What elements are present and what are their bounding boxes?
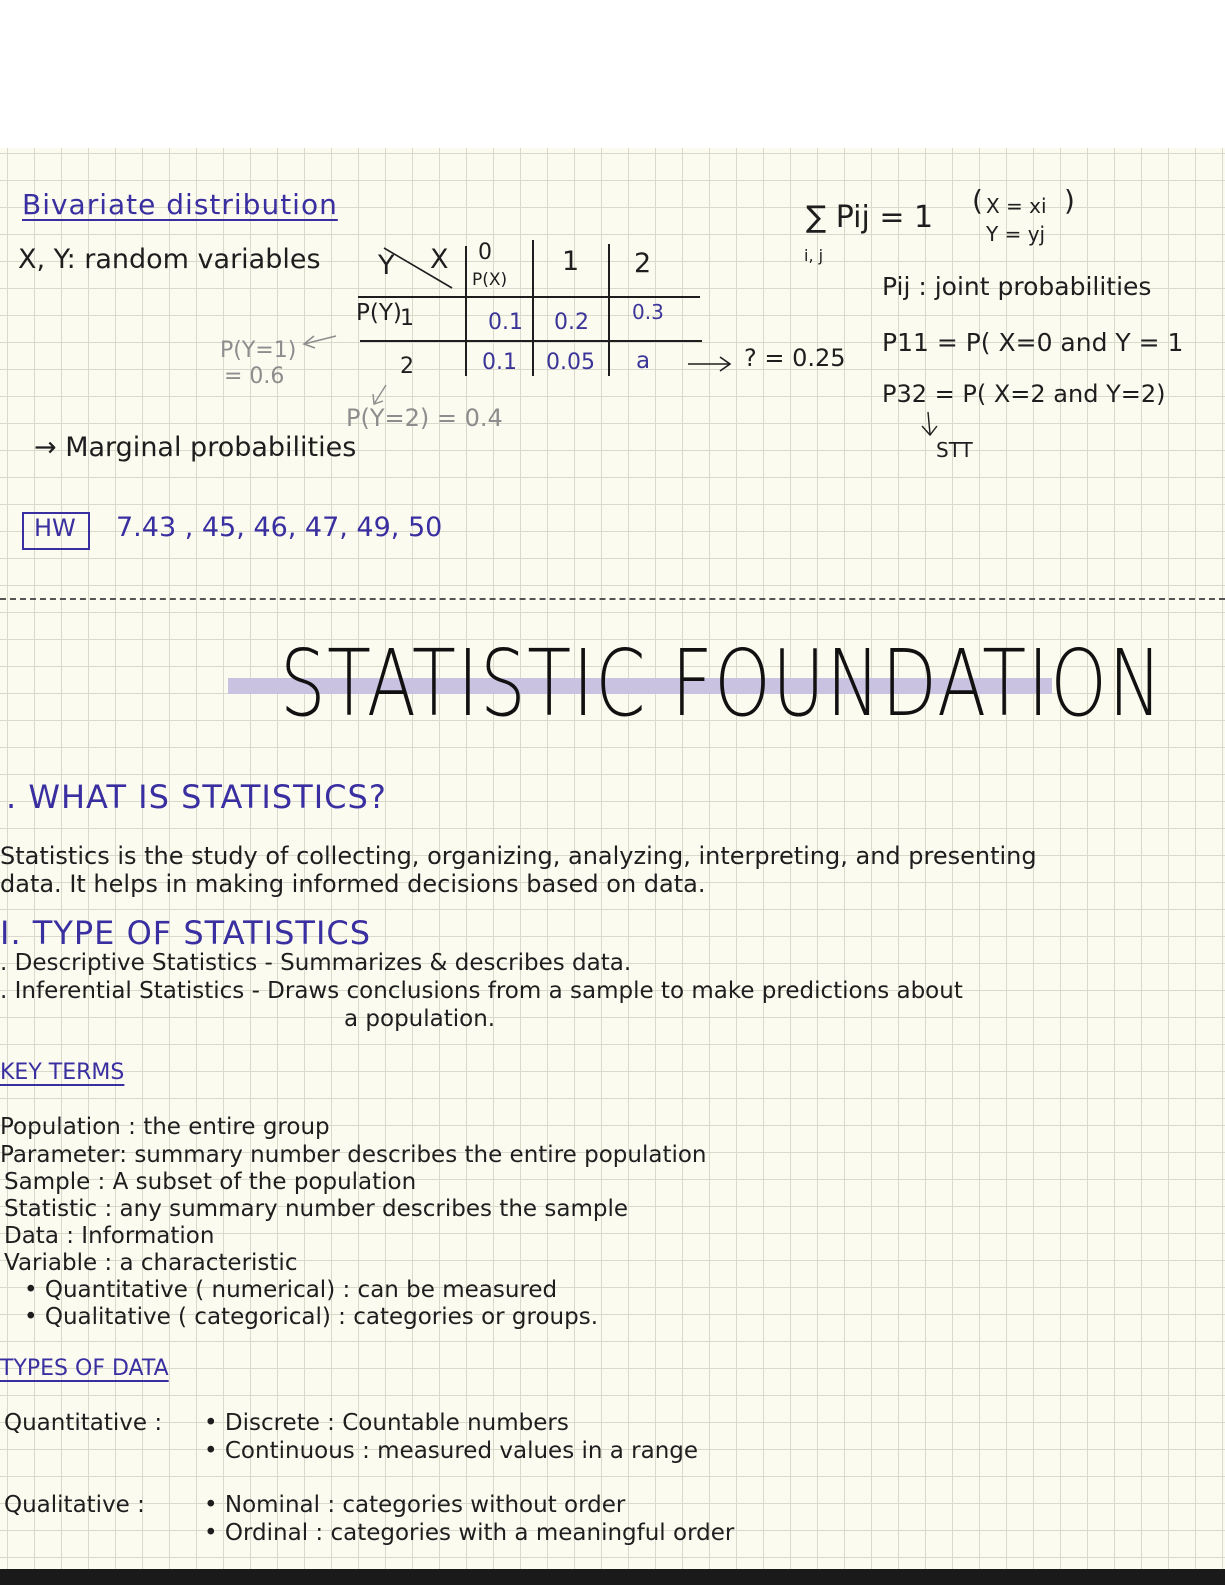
discrete-item: • Discrete : Countable numbers xyxy=(204,1410,569,1436)
row-label-1: 1 xyxy=(400,306,414,331)
section-divider xyxy=(0,598,1225,600)
brace-left-icon: ( xyxy=(972,184,983,217)
table-vline-2 xyxy=(532,240,534,376)
homework-items: 7.43 , 45, 46, 47, 49, 50 xyxy=(116,512,443,543)
p32-definition: P32 = P( X=2 and Y=2) xyxy=(882,380,1166,408)
sum-subscript: i, j xyxy=(804,246,824,265)
key-term-quantitative: • Quantitative ( numerical) : can be measured xyxy=(24,1277,558,1303)
key-term-statistic: Statistic : any summary number describes the sample xyxy=(4,1196,628,1222)
brace-right-icon: ) xyxy=(1064,184,1075,217)
table-corner-diagonal xyxy=(380,244,460,294)
cell-r1-c2: 0.3 xyxy=(632,300,664,324)
col-header-0: 0 xyxy=(478,240,492,265)
table-corner-x: X xyxy=(430,244,449,275)
key-term-population: Population : the entire group xyxy=(0,1114,330,1140)
key-term-sample: Sample : A subset of the population xyxy=(4,1169,417,1195)
col-header-2: 2 xyxy=(634,248,652,279)
table-hline-1 xyxy=(358,296,700,298)
arrow-left-icon xyxy=(300,330,344,350)
nominal-item: • Nominal : categories without order xyxy=(204,1492,626,1518)
cell-r2-c0: 0.1 xyxy=(482,350,517,375)
cell-r2-c2: a xyxy=(636,348,651,374)
page-title: STATISTIC FOUNDATION xyxy=(280,630,1164,737)
marginal-y1-value: = 0.6 xyxy=(224,364,285,389)
col-header-1: 1 xyxy=(562,246,580,277)
notebook-page xyxy=(0,148,1225,1569)
px-label: P(X) xyxy=(472,270,508,290)
types-of-data-heading: TYPES OF DATA xyxy=(0,1356,169,1381)
arrow-down-icon xyxy=(918,410,942,440)
table-vline-1 xyxy=(465,246,467,376)
a-result: ? = 0.25 xyxy=(744,344,846,372)
bivariate-heading: Bivariate distribution xyxy=(22,188,338,221)
key-term-qualitative: • Qualitative ( categorical) : categories or groups. xyxy=(24,1304,599,1330)
bottom-bar xyxy=(0,1569,1225,1585)
homework-label: HW xyxy=(34,514,76,542)
marginal-probabilities-label: → Marginal probabilities xyxy=(34,432,357,463)
inferential-statistics-continuation: a population. xyxy=(344,1006,496,1032)
table-corner-y: Y xyxy=(378,250,395,281)
joint-probabilities-label: Pij : joint probabilities xyxy=(882,272,1152,301)
key-term-data: Data : Information xyxy=(4,1223,215,1249)
random-variables-line: X, Y: random variables xyxy=(18,244,321,275)
marginal-y2-label: P(Y=2) = 0.4 xyxy=(346,404,503,432)
table-vline-3 xyxy=(608,244,610,376)
p11-definition: P11 = P( X=0 and Y = 1 xyxy=(882,328,1184,357)
section-2-heading: I. TYPE OF STATISTICS xyxy=(0,914,372,952)
descriptive-statistics-item: . Descriptive Statistics - Summarizes & describes data. xyxy=(0,950,632,976)
arrow-right-icon xyxy=(684,354,736,374)
stt-label: STT xyxy=(936,438,973,462)
ordinal-item: • Ordinal : categories with a meaningful order xyxy=(204,1520,735,1546)
key-terms-heading: KEY TERMS xyxy=(0,1060,125,1085)
cell-r1-c1: 0.2 xyxy=(554,310,589,335)
sum-condition-y: Y = yj xyxy=(986,222,1046,246)
row-label-2: 2 xyxy=(400,354,414,379)
cell-r1-c0: 0.1 xyxy=(488,310,523,335)
continuous-item: • Continuous : measured values in a range xyxy=(204,1438,699,1464)
section-1-heading: . WHAT IS STATISTICS? xyxy=(6,778,387,816)
inferential-statistics-item: . Inferential Statistics - Draws conclusions from a sample to make predictions about xyxy=(0,978,963,1004)
table-hline-2 xyxy=(360,340,702,342)
qualitative-label: Qualitative : xyxy=(4,1492,145,1518)
section-1-body-line-1: Statistics is the study of collecting, organizing, analyzing, interpreting, and presenting xyxy=(0,842,1037,870)
sum-condition-x: X = xi xyxy=(986,194,1047,218)
section-1-body-line-2: data. It helps in making informed decisions based on data. xyxy=(0,870,706,898)
key-term-variable: Variable : a characteristic xyxy=(4,1250,298,1276)
sum-formula: ∑ Pij = 1 xyxy=(806,200,934,235)
quantitative-label: Quantitative : xyxy=(4,1410,163,1436)
cell-r2-c1: 0.05 xyxy=(546,350,595,375)
py-label: P(Y) xyxy=(356,300,402,326)
marginal-y1-label: P(Y=1) xyxy=(220,338,297,363)
key-term-parameter: Parameter: summary number describes the entire population xyxy=(0,1142,707,1168)
